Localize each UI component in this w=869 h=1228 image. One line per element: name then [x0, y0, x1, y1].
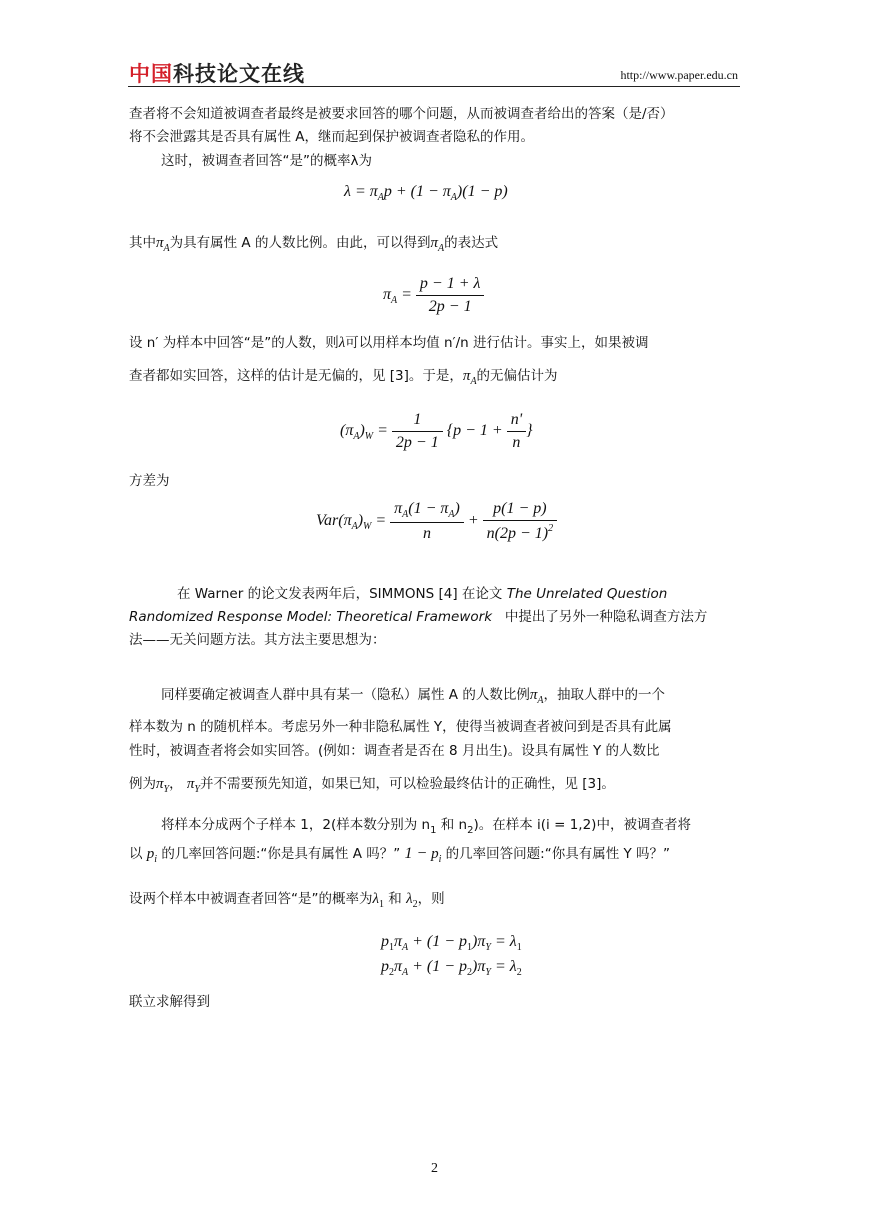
header-rule: [128, 86, 740, 87]
paragraph-line: 查者将不会知道被调查者最终是被要求回答的哪个问题，从而被调查者给出的答案（是/否）: [129, 106, 674, 122]
paragraph-line: 设 n′ 为样本中回答“是”的人数，则λ可以用样本均值 n′/n 进行估计。事实上，如果被调: [129, 335, 649, 351]
paragraph-line: 其中$\pi_A$为具有属性 A 的人数比例。由此，可以得到$\pi_A$的表达式: [129, 235, 499, 254]
paragraph-line: 联立求解得到: [129, 994, 210, 1010]
site-logo: [129, 58, 305, 88]
paragraph-line: 查者都如实回答，这样的估计是无偏的，见 [3]。于是，$\pi_A$的无偏估计为: [129, 368, 558, 387]
paragraph-line: 将样本分成两个子样本 1，2(样本数分别为 $n_1$ 和 $n_2$)。在样本 i(i = 1,2)中，被调查者将: [161, 817, 691, 836]
paragraph-line: 例为$\pi_Y$， $\pi_Y$并不需要预先知道，如果已知，可以检验最终估计的正确性，见 [3]。: [129, 776, 615, 795]
paragraph-line: 设两个样本中被调查者回答“是”的概率为$\lambda_1$ 和 $\lambda_2$，则: [129, 891, 445, 910]
equation-system-line-2: $p_2\pi_A + (1 - p_2)\pi_Y = \lambda_2$: [381, 958, 522, 978]
logo-black-text: 科技论文在线: [173, 62, 305, 86]
paragraph-line: 性时，被调查者将会如实回答。(例如：调查者是否在 8 月出生)。设具有属性 Y 的人数比: [129, 743, 660, 759]
paragraph-line: Randomized Response Model: Theoretical Framework 中提出了另外一种隐私调查方法方: [129, 609, 708, 625]
paragraph-line: 方差为: [129, 473, 170, 489]
page-number: 2: [431, 1161, 438, 1176]
paragraph-line: 这时，被调查者回答“是”的概率λ为: [161, 153, 372, 169]
logo-red-text: 中国: [129, 62, 173, 86]
paragraph-line: 以 $p_i$ 的几率回答问题:“你是具有属性 A 吗？” $1 - p_i$ 的几率回答问题:“你具有属性 Y 吗？”: [129, 845, 671, 865]
paragraph-line: 在 Warner 的论文发表两年后，SIMMONS [4] 在论文 The Unrelated Question: [177, 586, 668, 602]
equation-unbiased-estimate: $(\pi_A)_W$ = $\frac{1}{2p - 1}$ {p − 1 + $\frac{n'}{n}$ }: [340, 411, 533, 451]
paragraph-line: 将不会泄露其是否具有属性 A，继而起到保护被调查者隐私的作用。: [129, 129, 535, 145]
paragraph-line: 同样要确定被调查人群中具有某一（隐私）属性 A 的人数比例$\pi_A$，抽取人群中的一个: [161, 687, 665, 706]
paragraph-line: 样本数为 n 的随机样本。考虑另外一种非隐私属性 Y，使得当被调查者被问到是否具有此属: [129, 719, 672, 735]
equation-lambda: $\lambda = \pi_Ap + (1 - \pi_A)(1 - p)$: [344, 183, 508, 203]
equation-pi-a: $\pi_A$ = $\frac{p - 1 + \lambda}{2p - 1}$: [383, 275, 484, 316]
equation-variance: $Var(\pi_A)_W$ = $\frac{\pi_A(1 - \pi_A)}{n}$ + $\frac{p(1 - p)}{n(2p - 1)^2}$: [316, 500, 557, 543]
header-url[interactable]: http://www.paper.edu.cn: [620, 68, 738, 82]
equation-system-line-1: $p_1\pi_A + (1 - p_1)\pi_Y = \lambda_1$: [381, 933, 522, 953]
paragraph-line: 法——无关问题方法。其方法主要思想为：: [129, 632, 386, 648]
